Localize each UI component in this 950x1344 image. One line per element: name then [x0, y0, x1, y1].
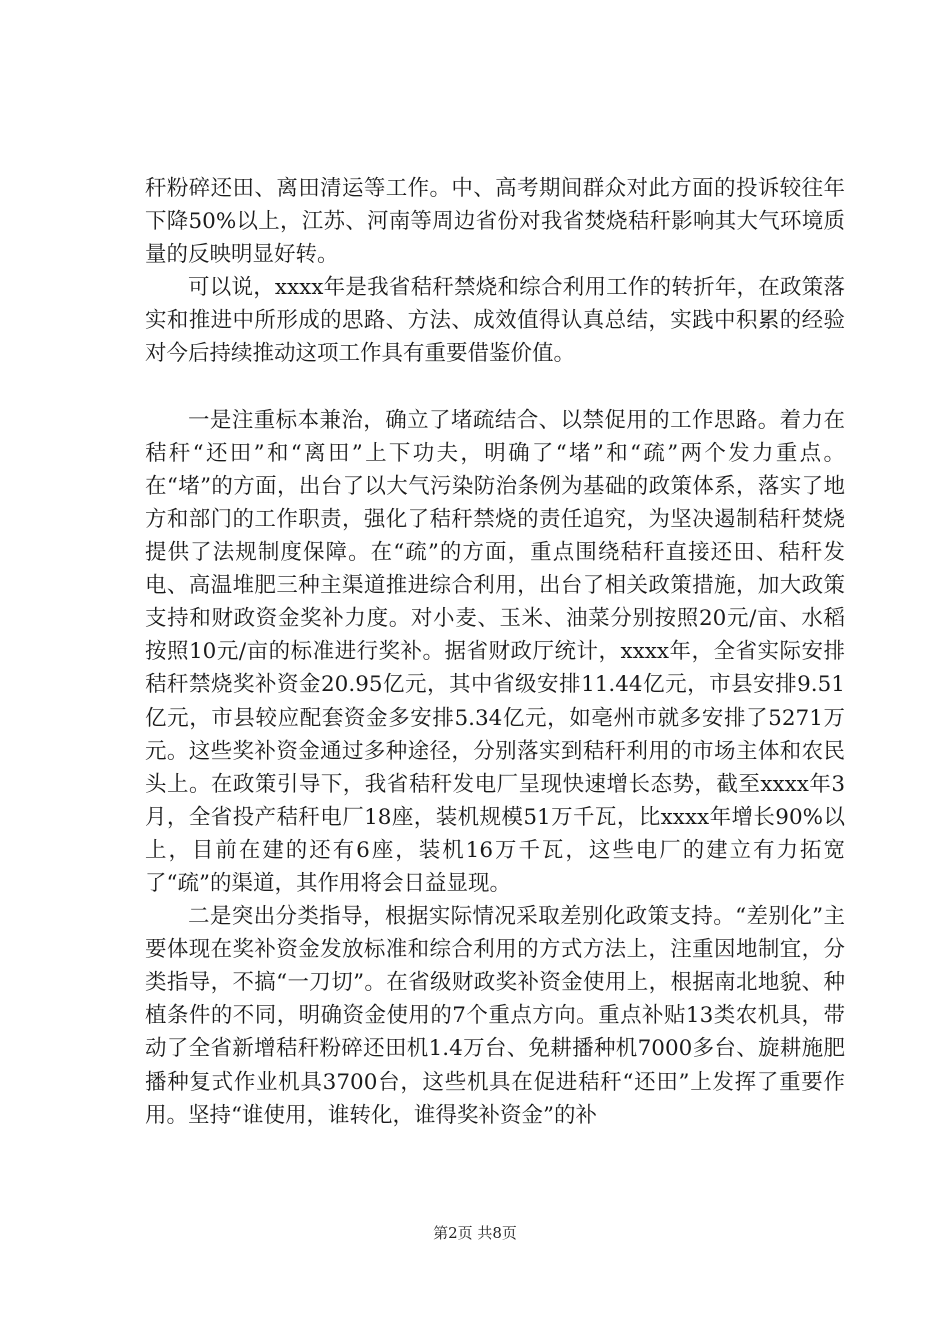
paragraph-point-two: 二是突出分类指导，根据实际情况采取差别化政策支持。“差别化”主要体现在奖补资金发放标准和综合利用的方式方法上，注重因地制宜，分类指导，不搞“一刀切”。在省级财政奖补资金使用上，根据南北地貌、种植条件的不同，明确资金使用的7个重点方向。重点补贴13类农机具，带动了全省新增秸秆粉碎还田机1.4万台、免耕播种机7000多台、旋耕施肥播种复式作业机具3700台，这些机具在促进秸秆“还田”上发挥了重要作用。坚持“谁使用，谁转化，谁得奖补资金”的补 [145, 904, 845, 1128]
paragraph-point-one: 一是注重标本兼治，确立了堵疏结合、以禁促用的工作思路。着力在秸秆“还田”和“离田”上下功夫，明确了“堵”和“疏”两个发力重点。在“堵”的方面，出台了以大气污染防治条例为基础的政策体系，落实了地方和部门的工作职责，强化了秸秆禁烧的责任追究，为坚决遏制秸秆焚烧提供了法规制度保障。在“疏”的方面，重点围绕秸秆直接还田、秸秆发电、高温堆肥三种主渠道推进综合利用，出台了相关政策措施，加大政策支持和财政资金奖补力度。对小麦、玉米、油菜分别按照20元/亩、水稻按照10元/亩的标准进行奖补。据省财政厅统计，xxxx年，全省实际安排秸秆禁烧奖补资金20.95亿元，其中省级安排11.44亿元，市县安排9.51亿元，市县较应配套资金多安排5.34亿元，如亳州市就多安排了5271万元。这些奖补资金通过多种途径，分别落实到秸秆利用的市场主体和农民头上。在政策引导下，我省秸秆发电厂呈现快速增长态势，截至xxxx年3月，全省投产秸秆电厂18座，装机规模51万千瓦，比xxxx年增长90%以上，目前在建的还有6座，装机16万千瓦，这些电厂的建立有力拓宽了“疏”的渠道，其作用将会日益显现。 [145, 407, 845, 896]
paragraph-spacer [145, 371, 845, 404]
body-text [145, 172, 845, 1132]
page-number-footer: 第2页 共8页 [433, 1224, 517, 1242]
paragraph-summary: 可以说，xxxx年是我省秸秆禁烧和综合利用工作的转折年，在政策落实和推进中所形成的思路、方法、成效值得认真总结，实践中积累的经验对今后持续推动这项工作具有重要借鉴价值。 [145, 275, 845, 367]
paragraph-continuation: 秆粉碎还田、离田清运等工作。中、高考期间群众对此方面的投诉较往年下降50%以上，江苏、河南等周边省份对我省焚烧秸秆影响其大气环境质量的反映明显好转。 [145, 176, 845, 268]
